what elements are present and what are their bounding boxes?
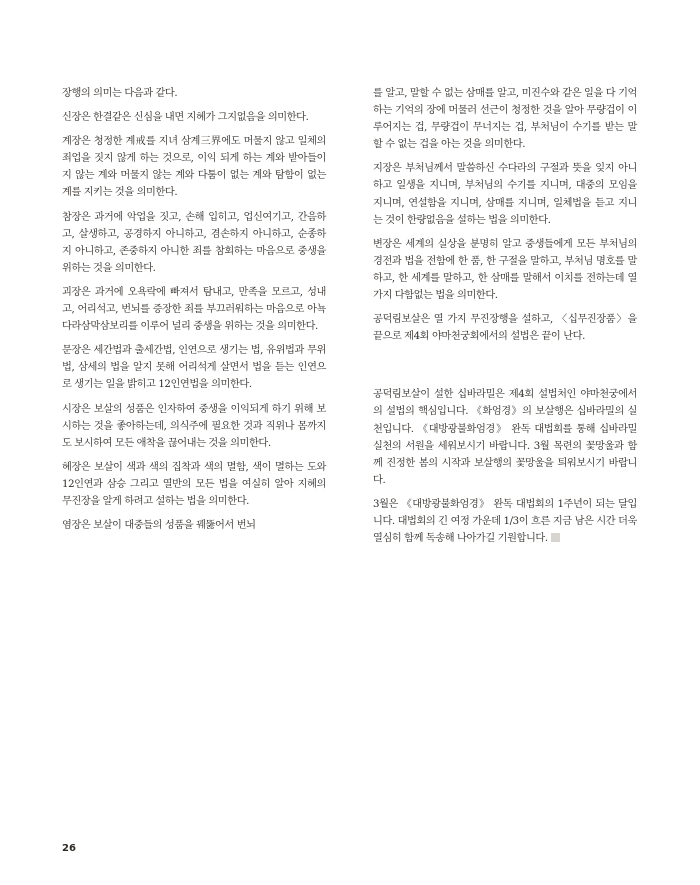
paragraph: 혜장은 보살이 색과 색의 집착과 색의 멸함, 색이 멸하는 도와 12인연과 삼승 그리고 열반의 모든 법을 여실히 알아 지혜의 무진장을 알게 하려고 설하는 법을 의미한다. <box>62 461 326 507</box>
paragraph: 염장은 보살이 대중들의 성품을 꿰뚫어서 번뇌 <box>62 520 256 532</box>
paragraph: 참장은 과거에 악업을 짓고, 손해 입히고, 업신여기고, 간음하고, 살생하고, 공경하지 아니하고, 겸손하지 아니하고, 순종하지 아니하고, 존중하지 아니한 죄를 참회하는 마음으로 중생을 위하는 것을 의미한다. <box>62 211 326 274</box>
right-text-column <box>373 85 637 554</box>
paragraph: 변장은 세계의 실상을 분명히 알고 중생들에게 모든 부처님의 경전과 법을 전함에 한 품, 한 구절을 말하고, 부처님 명호를 말하고, 한 세계를 말하고, 한 삼매를 말해서 이치를 전하는데 열 가지 다함없는 법을 의미한다. <box>373 238 637 302</box>
page-number: 26 <box>62 843 76 854</box>
paragraph: 문장은 세간법과 출세간법, 인연으로 생기는 법, 유위법과 무위법, 삼세의 법을 알지 못해 어리석게 살면서 법을 듣는 인연으로 생기는 일을 밝히고 12인연법을 의미한다. <box>62 345 326 391</box>
closing-paragraph <box>373 496 637 547</box>
paragraph: 괴장은 과거에 오욕락에 빠져서 탐내고, 만족을 모르고, 성내고, 어리석고, 번뇌를 증장한 죄를 부끄러워하는 마음으로 아뇩다라삼막삼보리를 이루어 널리 중생을 위하는 것을 의미한다. <box>62 286 326 333</box>
paragraph: 지장은 부처님께서 말씀하신 수다라의 구절과 뜻을 잊지 아니하고 일생을 지니며, 부처님의 수기를 지니며, 대중의 모임을 지니며, 연설함을 지니며, 삼매를 지니며, 일체법을 듣고 지니는 것이 한량없음을 설하는 법을 의미한다. <box>373 163 637 226</box>
paragraph: 계장은 청정한 계戒를 지녀 삼계三界에도 머물지 않고 일체의 죄업을 짓지 않게 하는 것으로, 이익 되게 하는 계와 받아들이지 않는 계와 머물지 않는 계와 다툼이 없는 계와 탐함이 없는 계를 지키는 것을 의미한다. <box>62 136 326 199</box>
paragraph: 를 알고, 말할 수 없는 삼매를 알고, 미진수와 같은 일을 다 기억하는 기억의 장에 머물러 선근이 청정한 것을 알아 무량겁이 이루어지는 겁, 무량겁이 무너지는 겁, 부처님이 수기를 받는 말할 수 없는 겁을 아는 것을 의미한다. <box>373 88 637 151</box>
end-mark-icon <box>551 533 560 542</box>
paragraph: 시장은 보살의 성품은 인자하여 중생을 이익되게 하기 위해 보시하는 것을 좋아하는데, 의식주에 필요한 것과 직위나 몸까지도 보시하여 모든 애착을 끊어내는 것을 의미한다. <box>62 403 326 449</box>
paragraph: 신장은 한결같은 신심을 내면 지혜가 그지없음을 의미한다. <box>62 112 309 124</box>
paragraph: 공덕림보살이 설한 십바라밀은 제4회 설법처인 야마천궁에서의 설법의 핵심입니다. 《화엄경》의 보살행은 십바라밀의 실천입니다. 《대방광불화엄경》 완독 대법회를 통해 십바라밀 실천의 서원을 세워보시기 바랍니다. 3월 목련의 꽃망울과 함께 진정한 봄의 시작과 보살행의 꽃망울을 틔워보시기 바랍니다. <box>373 389 637 486</box>
paragraph: 장행의 의미는 다음과 같다. <box>62 88 178 99</box>
left-text-column <box>62 85 326 541</box>
paragraph-text: 3월은 《대방광불화엄경》 완독 대법회의 1주년이 되는 달입니다. 대법회의 긴 여정 가운데 1/3이 흐른 지금 남은 시간 더욱 열심히 함께 독송해 나아가길 기원합니다. <box>373 498 637 545</box>
paragraph: 공덕림보살은 열 가지 무진장행을 설하고, 〈십무진장품〉을 끝으로 제4회 야마천궁회에서의 설법은 끝이 난다. <box>373 314 637 343</box>
